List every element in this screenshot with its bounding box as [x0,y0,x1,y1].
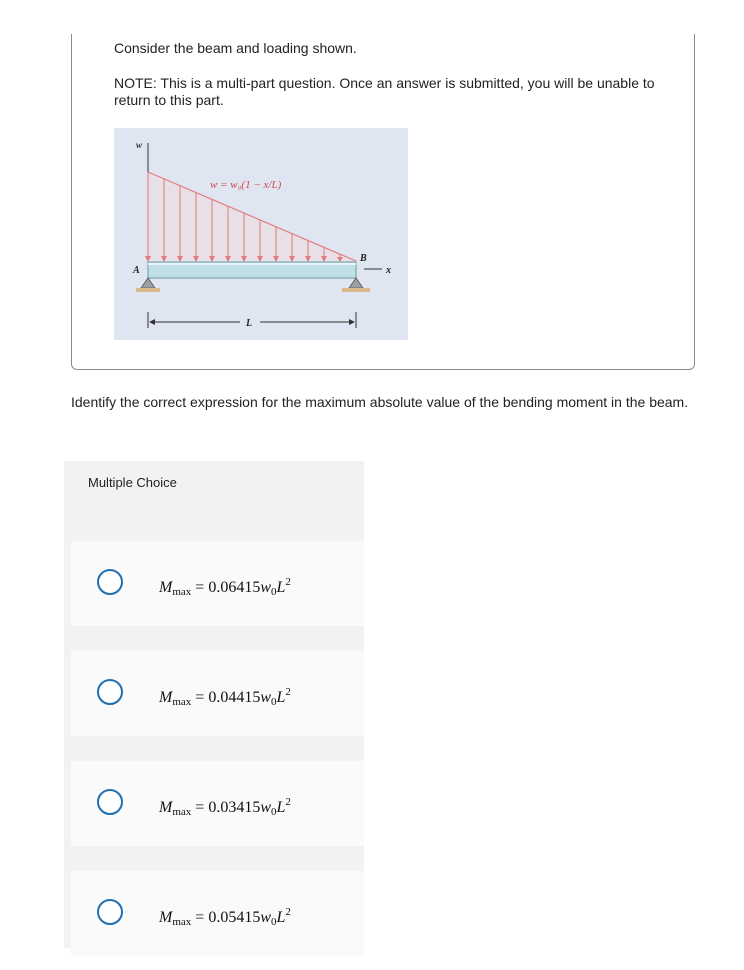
question-prompt: Identify the correct expression for the maximum absolute value of the bending moment in the beam. [71,394,689,410]
radio-button[interactable] [97,569,123,595]
span-label: L [246,318,253,329]
choice-option[interactable] [71,871,364,956]
load-formula: w = w₀(1 − x/L) [210,179,282,191]
x-axis-label: x [386,265,391,276]
choice-formula: $M_{max} = 0.03415w_0L^2$ [159,796,291,818]
w-axis-label: w [136,140,143,150]
radio-button[interactable] [97,899,123,925]
choice-option[interactable] [71,761,364,846]
multiple-choice-header: Multiple Choice [64,461,364,509]
choice-formula: $M_{max} = 0.05415w_0L^2$ [159,906,291,928]
pin-support-a [141,278,155,288]
question-note: NOTE: This is a multi-part question. Once an answer is submitted, you will be unable to return to this part. [114,75,655,108]
choice-formula: $M_{max} = 0.04415w_0L^2$ [159,686,291,708]
support-b-label: B [360,253,367,264]
dimension-arrow-left [149,319,155,325]
dimension-arrow-right [349,319,355,325]
choice-option[interactable] [71,651,364,736]
ground-b [342,288,370,292]
beam-diagram [114,128,408,340]
ground-a [136,288,160,292]
support-a-label: A [133,265,140,276]
question-intro: Consider the beam and loading shown. [114,40,357,56]
beam-figure [114,128,408,340]
choice-option[interactable] [71,541,364,626]
radio-button[interactable] [97,679,123,705]
radio-button[interactable] [97,789,123,815]
roller-support-b [349,278,363,288]
choice-formula: $M_{max} = 0.06415w_0L^2$ [159,576,291,598]
